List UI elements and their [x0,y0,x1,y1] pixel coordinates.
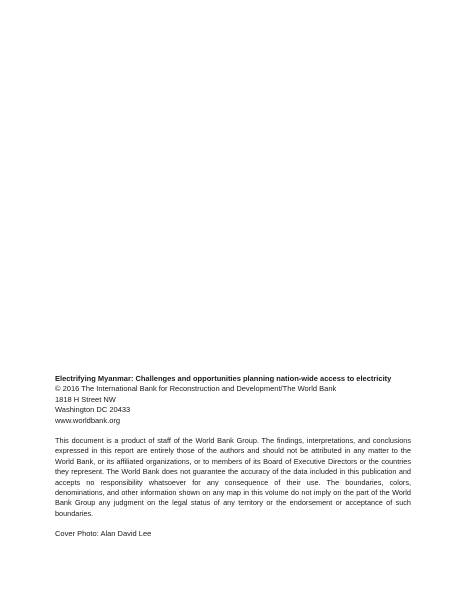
disclaimer-paragraph: This document is a product of staff of the World Bank Group. The findings, interpretations, and conclusions expressed in this report are entirely those of the authors and should not be attributed in any matter to the World Bank, or its affiliated organizations, or to members of its Board of Executive Directors or the countries they represent. The World Bank does not guarantee the accuracy of the data included in this publication and accepts no responsibility whatsoever for any consequence of their use. The boundaries, colors, denominations, and other information shown on any map in this volume do not imply on the part of the World Bank Group any judgment on the legal status of any territory or the endorsement or acceptance of such boundaries. [55,436,411,518]
website-url: www.worldbank.org [55,415,121,425]
colophon-block [55,374,411,540]
address-city: Washington DC 20433 [55,405,131,415]
publication-title: Electrifying Myanmar: Challenges and opportunities planning nation-wide access to electricity [55,374,392,383]
copyright-line: © 2016 The International Bank for Reconstruction and Development/The World Bank [55,384,337,394]
address-street: 1818 H Street NW [55,394,116,404]
cover-photo-credit: Cover Photo: Alan David Lee [55,529,152,539]
